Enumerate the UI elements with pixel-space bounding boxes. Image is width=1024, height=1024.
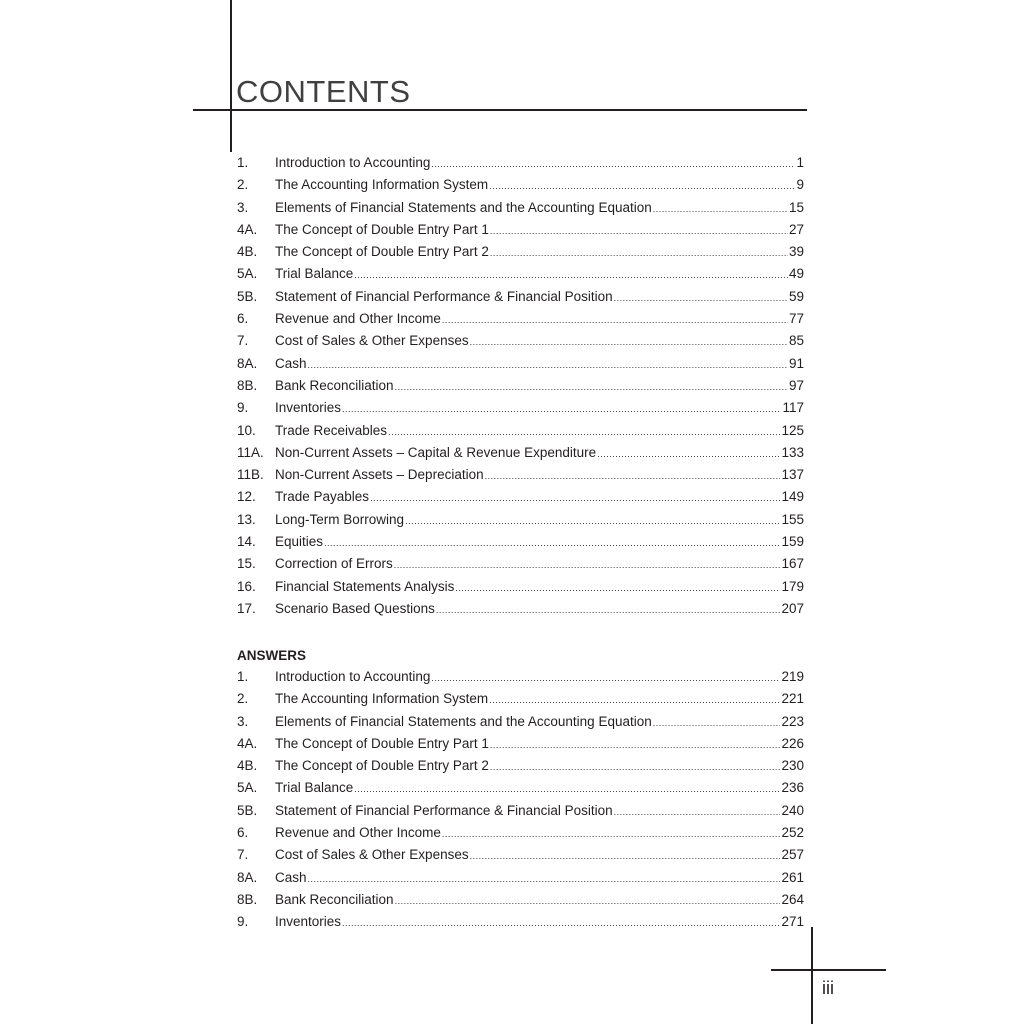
entry-title: Cost of Sales & Other Expenses [275,847,469,863]
entry-title: Trade Receivables [275,422,388,438]
entry-number: 9. [237,400,249,416]
contents-entry[interactable] [237,397,804,419]
entry-title: The Concept of Double Entry Part 2 [275,758,489,774]
entry-title: Trade Payables [275,489,370,505]
answers-entry[interactable] [237,889,804,911]
entry-page-number: 261 [781,869,804,885]
dot-leader [490,242,788,264]
entry-number: 3. [237,713,249,729]
entry-page-number: 149 [781,489,804,505]
contents-entry[interactable] [237,420,804,442]
entry-number: 3. [237,199,249,215]
dot-leader [490,734,781,756]
entry-page-number: 159 [781,534,804,550]
entry-title: Statement of Financial Performance & Financial Position [275,802,613,818]
entry-page-number: 226 [781,735,804,751]
entry-title: Introduction to Accounting [275,155,431,170]
entry-number: 6. [237,311,249,327]
entry-number: 10. [237,422,256,438]
dot-leader [485,465,781,487]
dot-leader [370,487,780,509]
contents-entry[interactable] [237,286,804,308]
entry-number: 8A. [237,355,258,371]
contents-entry[interactable] [237,486,804,508]
entry-number: 7. [237,333,249,349]
entry-page-number: 155 [781,511,804,527]
dot-leader [308,354,788,376]
answers-entry[interactable] [237,711,804,733]
contents-entry[interactable] [237,531,804,553]
contents-entry[interactable] [237,152,804,174]
entry-page-number: 1 [796,155,804,170]
entry-number: 6. [237,825,249,841]
entry-title: The Accounting Information System [275,177,489,193]
entry-page-number: 137 [781,467,804,483]
entry-page-number: 133 [781,444,804,460]
entry-page-number: 167 [781,556,804,572]
entry-number: 7. [237,847,249,863]
dot-leader [388,421,780,443]
entry-title: Equities [275,534,324,550]
contents-entry[interactable] [237,553,804,575]
entry-title: Cost of Sales & Other Expenses [275,333,469,349]
entry-number: 16. [237,578,256,594]
entry-page-number: 219 [781,669,804,684]
entry-number: 8A. [237,869,258,885]
dot-leader [442,823,781,845]
entry-title: The Accounting Information System [275,691,489,707]
entry-page-number: 271 [781,914,804,930]
entry-number: 11A. [237,444,264,460]
crop-mark-vertical-top [230,0,232,152]
contents-entry[interactable] [237,353,804,375]
dot-leader [342,912,780,934]
dot-leader [653,712,781,734]
dot-leader [431,667,780,689]
contents-list [237,152,804,620]
answers-entry[interactable] [237,733,804,755]
contents-entry[interactable] [237,174,804,196]
dot-leader [354,264,788,286]
answers-heading: ANSWERS [237,648,307,663]
page-title: CONTENTS [236,74,411,109]
entry-number: 4A. [237,221,258,237]
answers-entry[interactable] [237,666,804,688]
dot-leader [455,577,780,599]
entry-page-number: 117 [782,400,804,416]
entry-page-number: 179 [781,578,804,594]
entry-title: Scenario Based Questions [275,600,435,616]
answers-entry[interactable] [237,867,804,889]
entry-number: 9. [237,914,249,930]
entry-page-number: 15 [788,199,804,215]
entry-number: 4B. [237,758,258,774]
entry-number: 1. [237,669,249,684]
answers-entry[interactable] [237,822,804,844]
entry-page-number: 240 [781,802,804,818]
contents-entry[interactable] [237,263,804,285]
entry-title: Revenue and Other Income [275,825,441,841]
entry-title: The Concept of Double Entry Part 1 [275,735,489,751]
entry-page-number: 264 [781,891,804,907]
entry-title: Correction of Errors [275,556,393,572]
contents-entry[interactable] [237,442,804,464]
page-number: iii [822,978,834,998]
dot-leader [489,175,795,197]
entry-number: 11B. [237,467,264,483]
dot-leader [490,756,781,778]
entry-number: 4A. [237,735,258,751]
dot-leader [597,443,780,465]
entry-page-number: 223 [781,713,804,729]
dot-leader [405,510,780,532]
entry-title: Trial Balance [275,780,354,796]
entry-number: 5A. [237,780,258,796]
entry-page-number: 91 [788,355,804,371]
dot-leader [614,287,788,309]
entry-page-number: 207 [781,600,804,616]
entry-page-number: 49 [788,266,804,282]
dot-leader [442,309,788,331]
answers-entry[interactable] [237,844,804,866]
entry-title: Elements of Financial Statements and the Accounting Equation [275,713,652,729]
dot-leader [653,198,788,220]
entry-number: 13. [237,511,256,527]
answers-entry[interactable] [237,688,804,710]
entry-number: 12. [237,489,256,505]
entry-number: 5B. [237,288,258,304]
contents-entry[interactable] [237,308,804,330]
entry-title: Financial Statements Analysis [275,578,455,594]
contents-entry[interactable] [237,464,804,486]
contents-entry[interactable] [237,509,804,531]
dot-leader [394,554,781,576]
contents-entry[interactable] [237,197,804,219]
entry-number: 8B. [237,891,258,907]
entry-title: Cash [275,869,307,885]
entry-page-number: 257 [781,847,804,863]
dot-leader [490,220,788,242]
contents-entry[interactable] [237,330,804,352]
entry-number: 14. [237,534,256,550]
dot-leader [342,398,781,420]
contents-entry[interactable] [237,375,804,397]
answers-entry[interactable] [237,911,804,933]
entry-number: 8B. [237,377,258,393]
answers-entry[interactable] [237,755,804,777]
dot-leader [354,778,780,800]
dot-leader [431,153,795,175]
dot-leader [470,331,788,353]
entry-page-number: 39 [788,244,804,260]
entry-title: Non-Current Assets – Capital & Revenue Expenditure [275,444,597,460]
dot-leader [436,599,781,621]
entry-title: The Concept of Double Entry Part 2 [275,244,489,260]
entry-page-number: 9 [796,177,804,193]
entry-number: 15. [237,556,256,572]
entry-title: Bank Reconciliation [275,891,394,907]
entry-page-number: 236 [781,780,804,796]
entry-title: Long-Term Borrowing [275,511,405,527]
dot-leader [395,376,788,398]
entry-title: Elements of Financial Statements and the Accounting Equation [275,199,652,215]
entry-title: Inventories [275,914,342,930]
entry-page-number: 221 [781,691,804,707]
entry-number: 5A. [237,266,258,282]
entry-page-number: 125 [781,422,804,438]
entry-title: Inventories [275,400,342,416]
entry-title: Revenue and Other Income [275,311,441,327]
entry-page-number: 230 [781,758,804,774]
entry-number: 2. [237,177,249,193]
crop-mark-vertical-bottom [811,927,813,1024]
contents-entry[interactable] [237,598,804,620]
answers-list [237,666,804,934]
entry-page-number: 77 [788,311,804,327]
entry-title: Cash [275,355,307,371]
entry-title: Bank Reconciliation [275,377,394,393]
entry-page-number: 27 [788,221,804,237]
dot-leader [308,868,781,890]
contents-entry[interactable] [237,219,804,241]
dot-leader [489,689,780,711]
contents-entry[interactable] [237,576,804,598]
entry-page-number: 85 [788,333,804,349]
entry-title: The Concept of Double Entry Part 1 [275,221,489,237]
entry-number: 17. [237,600,256,616]
dot-leader [470,845,781,867]
entry-number: 5B. [237,802,258,818]
entry-page-number: 59 [788,288,804,304]
entry-page-number: 252 [781,825,804,841]
entry-title: Non-Current Assets – Depreciation [275,467,484,483]
answers-entry[interactable] [237,777,804,799]
contents-entry[interactable] [237,241,804,263]
entry-title: Statement of Financial Performance & Financial Position [275,288,613,304]
entry-title: Introduction to Accounting [275,669,431,684]
entry-number: 1. [237,155,249,170]
entry-page-number: 97 [788,377,804,393]
dot-leader [614,801,781,823]
dot-leader [395,890,781,912]
crop-mark-horizontal-bottom [771,969,886,971]
answers-entry[interactable] [237,800,804,822]
entry-number: 4B. [237,244,258,260]
entry-number: 2. [237,691,249,707]
dot-leader [324,532,780,554]
entry-title: Trial Balance [275,266,354,282]
